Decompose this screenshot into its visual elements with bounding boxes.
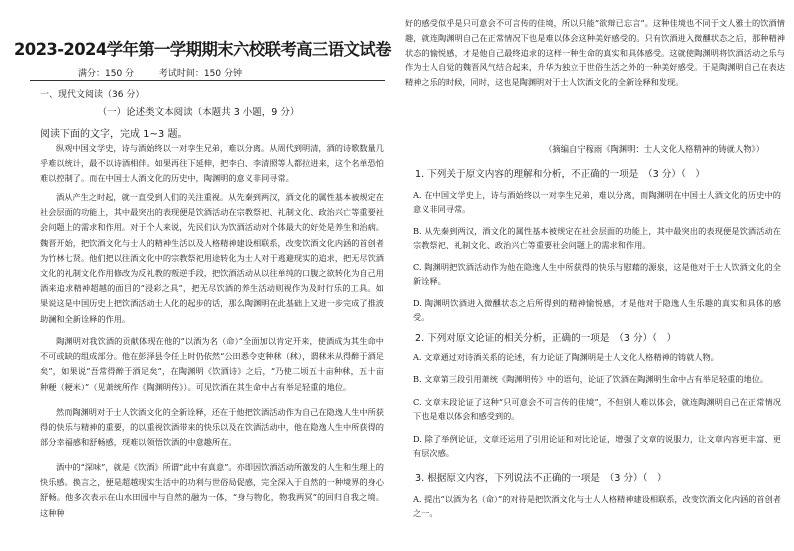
passage-paragraph: 酒中的“深味”，就是《饮酒》所谓“此中有真意”。亦即因饮酒活动所激发的人生和生理上的快乐感。换言之，便是超越现实生活中的功利与世俗局促感，完全深入于自然的一种境界的身心舒畅。他多次表示在山水田园中与自然的融为一体，“身与物化，物我两冥”的回归自我之境。这种种 (40, 462, 384, 518)
passage-paragraph: 然而陶渊明对于士人饮酒文化的全新诠释，还在于他把饮酒活动作为自己在隐逸人生中所获得的快乐与精神的重要，的以重视饮酒带来的快乐以及在饮酒活动中，他在隐逸人生中所获得的部分幸福感和舒畅感，现难以领悟饮酒的中意趣所在。 (40, 407, 384, 448)
question-1-option-d: D. 陶渊明饮酒进入微醺状态之后所得到的精神愉悦感，才是他对于隐逸人生乐趣的真实和具体的感受。 (413, 298, 781, 322)
exam-time: 考试时间：150 分钟 (158, 69, 242, 79)
passage-continuation: 好的感受似乎是只可意会不可言传的佳境，所以只能“欲辩已忘言”。这种佳境也不同于文人雅士的饮酒情趣，就连陶渊明自己在正常情况下也是难以体会这种美好感受的。只有饮酒进入微醺状态之后，那种精神状态的愉悦感，才是他自己最终追求的这样一种生命的真实和具体感受。这就使陶渊明将饮酒活动之乐与作为士人自觉的魏晋风气结合起来，升华为独立于世俗生活之外的一种美好感受。于是陶渊明自己在表达精神之乐的时候，同时，这也是陶渊明对于士人饮酒文化的全新诠释和发现。 (405, 18, 785, 88)
passage-paragraph: 酒从产生之时起，就一直受到人们的关注重视。从先秦到两汉，酒文化的属性基本被规定在社会层面的功能上，其中最突出的表现便是饮酒活动在宗教祭祀、礼制文化、政治兴亡等重要社会问题上的需求和作用。对于个人来说，先民们认为饮酒活动对个体最大的好处是养生和治病。魏晋开始，把饮酒文化与士人的精神生活以及人格精神建设相联系，改变饮酒文化内涵的首创者为竹林七贤。他们把以往酒文化中的宗教祭祀用途转化为士人对于逃避现实的追求，把无尽饮酒文化的礼制文化作用修改为反礼教的叛逆手段，把饮酒活动从以往单纯的口腹之欲转化为自己用酒来追求精神超越的面目的“浸彩之具”，把无尽饮酒的养生活动则视作为及时行乐的工具。如果说这是中国历史上把饮酒活动士人化的起步的话，那么陶渊明在此基础上又进一步完成了推波助澜和全新诠释的作用。 (40, 192, 384, 324)
passage-paragraph: 陶渊明对我饮酒的贡献体现在他的“以酒为名（命）”全面加以肯定开来，使酒成为其生命中不可或缺的组成部分。他在彭泽县令任上时仍依然“公田悉令吏种秫（秫），谓秫米从得醉于酒足矣”，如果说“吾常得醉于酒足矣”，在陶渊明《饮酒诗》之后，“乃使二顷五十亩种秫，五十亩种粳（粳米）”（见萧统所作《陶渊明传》）。可见饮酒在其生命中占有举足轻重的地位。 (40, 336, 384, 392)
passage-paragraph: 纵观中国文学史，诗与酒始终以一对孪生兄弟，难以分离。从周代到明清，酒的诗歌数量几乎难以统计，最不以诗酒相伴。如果再往下延伸，把李白、李清照等人都拉进来，这个名单恐怕难以控制了。而在中国士人酒文化的历史中，陶渊明的意义非同寻常。 (40, 143, 384, 184)
exam-title: 2023-2024学年第一学期期末六校联考高三语文试卷 (14, 40, 391, 59)
question-2-stem: 2. 下列对原文论证的相关分析，正确的一项是 （3 分）（ ） (415, 333, 677, 344)
question-2-option-b: B. 文章第三段引用萧统《陶渊明传》中的语句，论证了饮酒在陶渊明生命中占有举足轻重的地位。 (413, 374, 769, 384)
source-citation: （摘编自宁稼雨《陶渊明：士人文化人格精神的铸就人物》） (544, 144, 764, 154)
question-3-option-a: A. 提出“以酒为名（命）”的对待是把饮酒文化与士人人格精神建设相联系，改变饮酒文化内涵的首创者之一。 (413, 494, 781, 518)
question-1-option-c: C. 陶渊明把饮酒活动作为他在隐逸人生中所获得的快乐与慰藉的源泉，这是他对于士人饮酒文化的全新诠释。 (413, 262, 781, 286)
section-heading: 一、现代文阅读（36 分） (40, 90, 145, 100)
divider-line (30, 80, 385, 81)
right-column (397, 0, 794, 551)
exam-meta (78, 66, 264, 79)
question-1-stem: 1. 下列关于原文内容的理解和分析，不正确的一项是 （3 分）（ ） (415, 169, 705, 180)
question-2-option-a: A. 文章通过对诗酒关系的论述，有力论证了陶渊明是士人文化人格精神的铸就人物。 (413, 352, 719, 362)
question-2-option-d: D. 除了举例论证，文章还运用了引用论证和对比论证，增强了文章的说服力，让文章内容更丰富、更有层次感。 (413, 434, 781, 458)
reading-instruction: 阅读下面的文字，完成 1~3 题。 (40, 129, 188, 140)
question-1-option-a: A. 在中国文学史上，诗与酒始终以一对孪生兄弟，难以分离，而陶渊明在中国士人酒文化的历史中的意义非同寻常。 (413, 190, 781, 214)
subsection-heading: （一）论述类文本阅读（本题共 3 小题，9 分） (97, 107, 300, 118)
question-3-stem: 3. 根据原文内容，下列说法不正确的一项是 （3 分）（ ） (415, 473, 667, 484)
full-score: 满分：150 分 (78, 69, 135, 79)
question-2-option-c: C. 文章末段论证了这种“只可意会不可言传的佳境”，不但别人难以体会，就连陶渊明自己在正常情况下也是难以体会和感受到的。 (413, 397, 781, 421)
question-1-option-b: B. 从先秦到两汉，酒文化的属性基本被规定在社会层面的功能上，其中最突出的表现便是饮酒活动在宗教祭祀、礼制文化、政治兴亡等重要社会问题上的需求和作用。 (413, 226, 781, 250)
